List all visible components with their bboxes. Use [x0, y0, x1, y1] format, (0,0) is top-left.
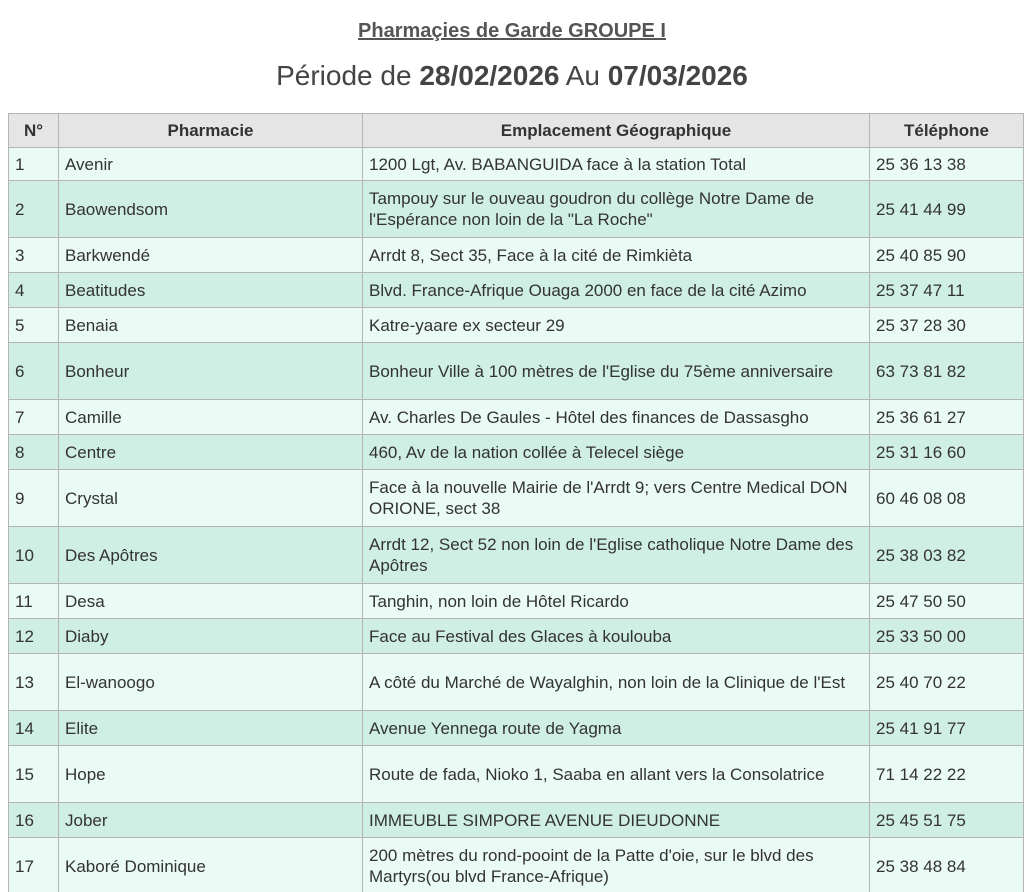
table-row — [9, 343, 1024, 400]
cell-phone: 25 37 47 11 — [870, 273, 1024, 308]
cell-number: 13 — [9, 654, 59, 711]
table-row — [9, 181, 1024, 238]
cell-location: Face à la nouvelle Mairie de l'Arrdt 9; vers Centre Medical DON ORIONE, sect 38 — [363, 470, 870, 527]
cell-phone: 25 36 13 38 — [870, 148, 1024, 181]
table-row — [9, 148, 1024, 181]
cell-number: 11 — [9, 584, 59, 619]
cell-location: Tanghin, non loin de Hôtel Ricardo — [363, 584, 870, 619]
cell-location: Bonheur Ville à 100 mètres de l'Eglise du 75ème anniversaire — [363, 343, 870, 400]
cell-pharmacy-name: Bonheur — [59, 343, 363, 400]
table-row — [9, 527, 1024, 584]
cell-phone: 60 46 08 08 — [870, 470, 1024, 527]
cell-number: 6 — [9, 343, 59, 400]
cell-number: 2 — [9, 181, 59, 238]
cell-phone: 25 41 44 99 — [870, 181, 1024, 238]
table-row — [9, 400, 1024, 435]
cell-phone: 25 40 70 22 — [870, 654, 1024, 711]
cell-number: 5 — [9, 308, 59, 343]
period-prefix: Période de — [276, 60, 412, 91]
cell-pharmacy-name: Barkwendé — [59, 238, 363, 273]
cell-location: Tampouy sur le ouveau goudron du collège Notre Dame de l'Espérance non loin de la "La Roche" — [363, 181, 870, 238]
cell-number: 16 — [9, 803, 59, 838]
cell-phone: 25 47 50 50 — [870, 584, 1024, 619]
cell-location: Avenue Yennega route de Yagma — [363, 711, 870, 746]
table-row — [9, 584, 1024, 619]
period-start-date: 28/02/2026 — [419, 60, 560, 91]
column-header-location: Emplacement Géographique — [363, 114, 870, 148]
period-end-date: 07/03/2026 — [607, 60, 748, 91]
table-row — [9, 238, 1024, 273]
cell-number: 10 — [9, 527, 59, 584]
table-row — [9, 746, 1024, 803]
cell-pharmacy-name: Des Apôtres — [59, 527, 363, 584]
cell-phone: 25 38 48 84 — [870, 838, 1024, 892]
cell-pharmacy-name: Avenir — [59, 148, 363, 181]
cell-phone: 25 36 61 27 — [870, 400, 1024, 435]
cell-number: 14 — [9, 711, 59, 746]
cell-number: 15 — [9, 746, 59, 803]
cell-location: Arrdt 8, Sect 35, Face à la cité de Rimkièta — [363, 238, 870, 273]
cell-phone: 63 73 81 82 — [870, 343, 1024, 400]
cell-pharmacy-name: Elite — [59, 711, 363, 746]
period-mid: Au — [565, 60, 600, 91]
page-title-text: Pharmaçies de Garde GROUPE I — [358, 20, 666, 42]
cell-phone: 25 31 16 60 — [870, 435, 1024, 470]
cell-location: IMMEUBLE SIMPORE AVENUE DIEUDONNE — [363, 803, 870, 838]
cell-location: Face au Festival des Glaces à koulouba — [363, 619, 870, 654]
cell-number: 7 — [9, 400, 59, 435]
cell-pharmacy-name: Benaia — [59, 308, 363, 343]
cell-number: 12 — [9, 619, 59, 654]
cell-location: Av. Charles De Gaules - Hôtel des finances de Dassasgho — [363, 400, 870, 435]
cell-pharmacy-name: Desa — [59, 584, 363, 619]
cell-pharmacy-name: Crystal — [59, 470, 363, 527]
cell-pharmacy-name: El-wanoogo — [59, 654, 363, 711]
cell-location: Arrdt 12, Sect 52 non loin de l'Eglise catholique Notre Dame des Apôtres — [363, 527, 870, 584]
table-row — [9, 654, 1024, 711]
cell-number: 8 — [9, 435, 59, 470]
cell-phone: 25 38 03 82 — [870, 527, 1024, 584]
cell-phone: 25 41 91 77 — [870, 711, 1024, 746]
cell-pharmacy-name: Diaby — [59, 619, 363, 654]
cell-location: Blvd. France-Afrique Ouaga 2000 en face de la cité Azimo — [363, 273, 870, 308]
table-row — [9, 803, 1024, 838]
table-row — [9, 619, 1024, 654]
table-row — [9, 711, 1024, 746]
cell-phone: 71 14 22 22 — [870, 746, 1024, 803]
cell-pharmacy-name: Jober — [59, 803, 363, 838]
cell-location: 460, Av de la nation collée à Telecel siège — [363, 435, 870, 470]
table-row — [9, 273, 1024, 308]
cell-pharmacy-name: Camille — [59, 400, 363, 435]
cell-location: 1200 Lgt, Av. BABANGUIDA face à la station Total — [363, 148, 870, 181]
period-heading — [0, 58, 1024, 94]
table-header-row — [9, 114, 1024, 148]
cell-number: 9 — [9, 470, 59, 527]
cell-pharmacy-name: Kaboré Dominique — [59, 838, 363, 892]
cell-phone: 25 33 50 00 — [870, 619, 1024, 654]
table-body — [9, 148, 1024, 892]
column-header-pharmacy: Pharmacie — [59, 114, 363, 148]
cell-location: 200 mètres du rond-pooint de la Patte d'oie, sur le blvd des Martyrs(ou blvd France-Afrique) — [363, 838, 870, 892]
page-title — [0, 19, 1024, 43]
cell-phone: 25 37 28 30 — [870, 308, 1024, 343]
cell-number: 17 — [9, 838, 59, 892]
cell-number: 4 — [9, 273, 59, 308]
cell-number: 1 — [9, 148, 59, 181]
cell-pharmacy-name: Beatitudes — [59, 273, 363, 308]
cell-location: A côté du Marché de Wayalghin, non loin de la Clinique de l'Est — [363, 654, 870, 711]
column-header-number: N° — [9, 114, 59, 148]
pharmacy-table — [8, 113, 1024, 892]
cell-pharmacy-name: Baowendsom — [59, 181, 363, 238]
table-row — [9, 435, 1024, 470]
cell-location: Katre-yaare ex secteur 29 — [363, 308, 870, 343]
cell-pharmacy-name: Hope — [59, 746, 363, 803]
table-row — [9, 308, 1024, 343]
cell-phone: 25 45 51 75 — [870, 803, 1024, 838]
table-row — [9, 470, 1024, 527]
cell-number: 3 — [9, 238, 59, 273]
cell-pharmacy-name: Centre — [59, 435, 363, 470]
column-header-phone: Téléphone — [870, 114, 1024, 148]
cell-location: Route de fada, Nioko 1, Saaba en allant vers la Consolatrice — [363, 746, 870, 803]
cell-phone: 25 40 85 90 — [870, 238, 1024, 273]
table-row — [9, 838, 1024, 892]
